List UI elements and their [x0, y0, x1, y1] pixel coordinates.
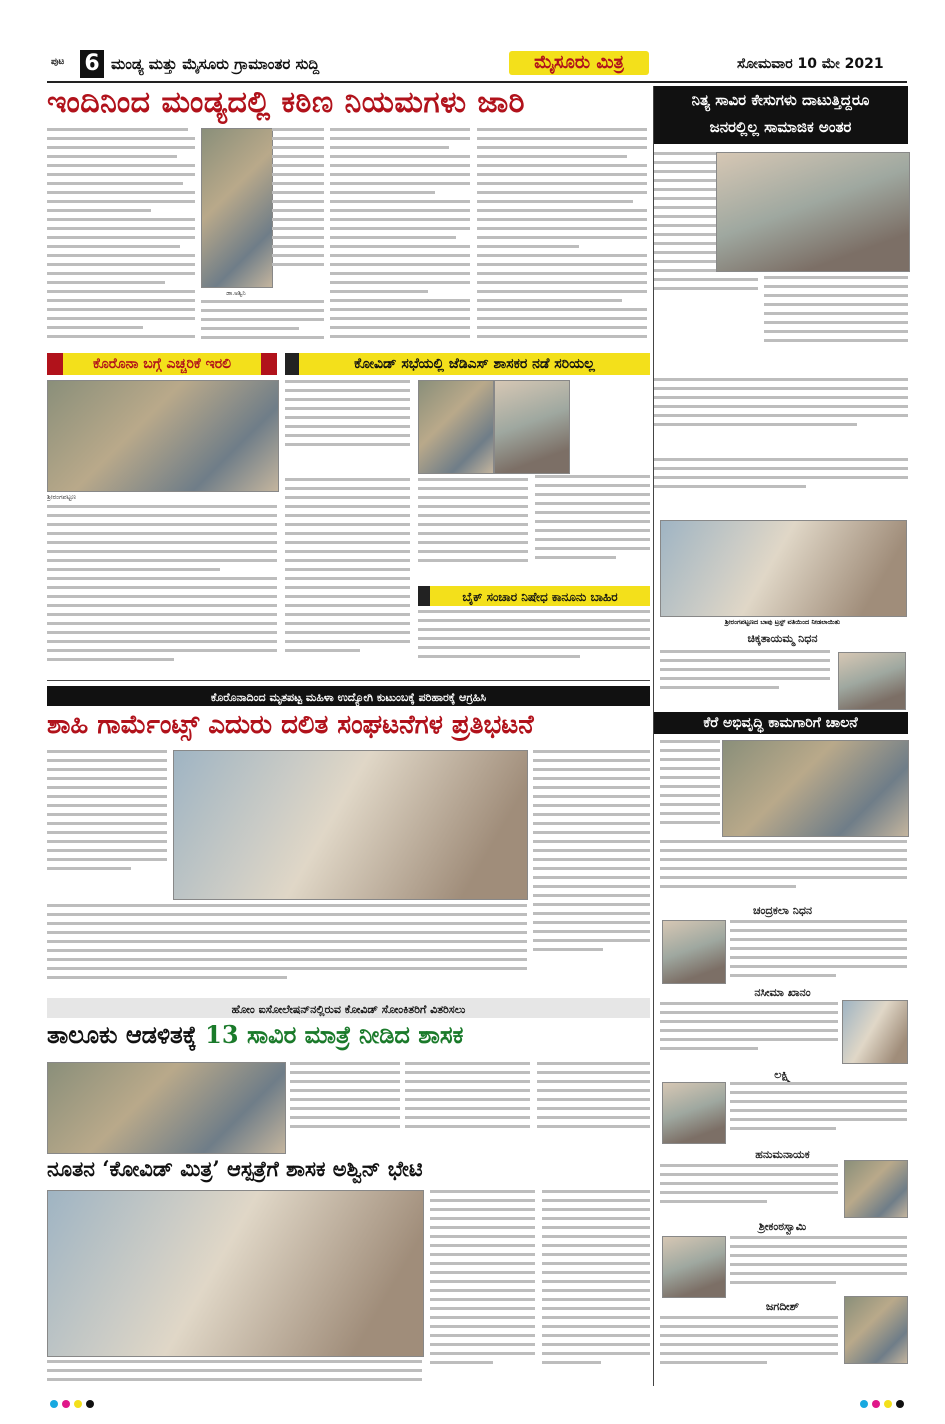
lakshmi-obituary-body [730, 1082, 907, 1142]
section-divider [47, 680, 650, 681]
covid-mitra-body-c [542, 1190, 650, 1390]
lead-body-col2b [201, 300, 324, 350]
right-top-body-b [764, 276, 908, 374]
lead-headline: ಇಂದಿನಿಂದ ಮಂಡ್ಯದಲ್ಲಿ ಕಠಿಣ ನಿಯಮಗಳು ಜಾರಿ [47, 85, 526, 120]
garment-body-b [533, 750, 650, 990]
jagadish-obituary-title: ಜಗದೀಶ್ [765, 1300, 800, 1313]
bike-ban-headline: ಬೈಕ್ ಸಂಚಾರ ನಿಷೇಧ ಕಾನೂನು ಬಾಹಿರ [462, 590, 618, 604]
chikkathayamma-portrait [838, 652, 906, 710]
srikantaswamy-obituary-body [730, 1236, 907, 1296]
srikantaswamy-portrait [662, 1236, 726, 1298]
registration-mark-black [86, 1400, 94, 1408]
covid-mitra-headline: ನೂತನ ‘ಕೋವಿಡ್ ಮಿತ್ರ’ ಆಸ್ಪತ್ರೆಗೆ ಶಾಸಕ ಅಶ್ವಿನ್ ಭೇಟಿ [47, 1156, 423, 1181]
lead-body-col2 [272, 128, 324, 288]
paper-name: ಮೈಸೂರು ಮಿತ್ರ [509, 51, 649, 75]
naseema-obituary-title: ನಸೀಮಾ ಖಾನಂ [754, 986, 811, 999]
registration-mark-black-2 [896, 1400, 904, 1408]
right-top-headline-line1: ನಿತ್ಯ ಸಾವಿರ ಕೇಸುಗಳು ದಾಟುತ್ತಿದ್ದರೂ [691, 91, 870, 109]
registration-mark-yellow-2 [884, 1400, 892, 1408]
naseema-portrait [842, 1000, 908, 1064]
lake-work-body-a [660, 740, 720, 850]
hanumanayaka-obituary-body [660, 1164, 838, 1212]
covid-meeting-headline: ಕೋವಿಡ್ ಸಭೆಯಲ್ಲಿ ಜೆಡಿಎಸ್ ಶಾಸಕರ ನಡೆ ಸರಿಯಲ್ಲ [354, 356, 595, 372]
kits-kicker-bar [47, 998, 650, 1018]
chikkathayamma-obituary-title: ಚಿಕ್ಕತಾಯಮ್ಮ ನಿಧನ [747, 632, 818, 645]
lakshmi-obituary-title: ಲಕ್ಷ್ಮಿ [774, 1068, 791, 1081]
chandrakala-portrait [662, 920, 726, 984]
lead-body-col3 [330, 128, 470, 350]
lake-work-headline-bar [653, 712, 908, 734]
issue-date: ಸೋಮವಾರ 10 ಮೇ 2021 [737, 56, 884, 72]
covid-mitra-body-b [430, 1190, 535, 1390]
covid-mitra-photo [47, 1190, 424, 1357]
meeting-hall-photo [47, 380, 279, 492]
kits-body-c [537, 1062, 650, 1152]
chandrakala-obituary-title: ಚಂದ್ರಕಲಾ ನಿಧನ [752, 904, 813, 917]
naseema-obituary-body [660, 1002, 838, 1062]
chikkathayamma-obituary-body [660, 650, 830, 705]
right-top-headline-line2: ಜನರಲ್ಲಿಲ್ಲ ಸಾಮಾಜಿಕ ಅಂತರ [709, 118, 852, 136]
garment-body-a [47, 750, 167, 900]
garment-body-c [47, 904, 527, 994]
covid-meeting-body-d [535, 380, 650, 585]
kits-handover-photo [47, 1062, 286, 1154]
registration-mark-magenta-2 [872, 1400, 880, 1408]
lead-photo-caption: ಡಾ.ಅಶ್ವಿನಿ [226, 290, 246, 297]
hanumanayaka-obituary-title: ಹನುಮನಾಯಕ [755, 1148, 810, 1161]
jagadish-obituary-body [660, 1316, 838, 1378]
chandrakala-obituary-body [730, 920, 907, 985]
relief-photo-caption: ಶ್ರೀರಂಗಪಟ್ಟಣದ ಬಾಪು ಟ್ರಸ್ಟ್ ವತಿಯಿಂದ ನೀಡಲಾಯಿತು [724, 618, 841, 626]
registration-mark-yellow [74, 1400, 82, 1408]
covid-meeting-body-a [285, 380, 410, 475]
lakshmi-portrait [662, 1082, 726, 1144]
warning-photo-caption: ಶ್ರೀರಂಗಪಟ್ಟಣ [47, 493, 77, 501]
garment-headline: ಶಾಹಿ ಗಾರ್ಮೆಂಟ್ಸ್ ಎದುರು ದಲಿತ ಸಂಘಟನೆಗಳ ಪ್ರತಿಭಟನೆ [47, 710, 534, 740]
corona-warning-body [47, 505, 277, 675]
masthead [47, 49, 907, 83]
corona-warning-headline: ಕೊರೊನಾ ಬಗ್ಗೆ ಎಚ್ಚರಿಕೆ ಇರಲಿ [92, 356, 232, 372]
hanumanayaka-portrait [844, 1160, 908, 1218]
bike-ban-banner [418, 586, 650, 606]
lake-work-body-b [660, 840, 907, 900]
srikantaswamy-obituary-title: ಶ್ರೀಕಂಠಸ್ವಾಮಿ [758, 1220, 807, 1233]
kits-headline-part1: ತಾಲೂಕು ಆಡಳಿತಕ್ಕೆ [47, 1020, 197, 1049]
garment-kicker: ಕೊರೊನಾದಿಂದ ಮೃತಪಟ್ಟ ಮಹಿಳಾ ಉದ್ಯೋಗಿ ಕುಟುಂಬಕ್ಕೆ ಪರಿಹಾರಕ್ಕೆ ಆಗ್ರಹಿಸಿ [210, 691, 487, 704]
lead-body-col1 [47, 128, 195, 350]
page-label: ಪುಟ [51, 57, 65, 67]
covid-meeting-banner [285, 353, 650, 375]
covid-meeting-body-b [285, 478, 410, 673]
lake-work-headline: ಕೆರೆ ಅಭಿವೃದ್ಧಿ ಕಾಮಗಾರಿಗೆ ಚಾಲನೆ [703, 715, 858, 731]
kits-headline-part2: ಸಾವಿರ ಮಾತ್ರೆ ನೀಡಿದ ಶಾಸಕ [246, 1020, 464, 1049]
kits-headline-number: 13 [205, 1020, 239, 1049]
covid-meeting-body-c [418, 478, 528, 583]
mla-photo-left [418, 380, 494, 474]
bike-ban-body [418, 610, 650, 675]
lead-photo [201, 128, 273, 288]
kits-body-a [290, 1062, 400, 1152]
page-number: 6 [84, 51, 100, 76]
kits-body-b [405, 1062, 530, 1152]
right-top-headline-box [653, 86, 908, 144]
lake-work-photo [722, 740, 909, 837]
kits-kicker: ಹೋಂ ಐಸೋಲೇಷನ್‌ನಲ್ಲಿರುವ ಕೋವಿಡ್ ಸೋಂಕಿತರಿಗೆ ವಿತರಿಸಲು [231, 1003, 466, 1016]
registration-mark-cyan [50, 1400, 58, 1408]
corona-warning-banner [47, 353, 277, 375]
right-column-rule [653, 86, 654, 1386]
registration-mark-cyan-2 [860, 1400, 868, 1408]
registration-mark-magenta [62, 1400, 70, 1408]
covid-mitra-body-a [47, 1360, 422, 1390]
lead-body-col4 [477, 128, 647, 350]
relief-distribution-photo [660, 520, 907, 617]
kits-headline [47, 1020, 650, 1049]
garment-kicker-bar [47, 686, 650, 706]
section-name: ಮಂಡ್ಯ ಮತ್ತು ಮೈಸೂರು ಗ್ರಾಮಾಂತರ ಸುದ್ದಿ [111, 55, 320, 73]
market-crowd-photo [716, 152, 910, 272]
jagadish-portrait [844, 1296, 908, 1364]
right-top-body-c [653, 378, 908, 458]
page-number-badge [80, 50, 104, 78]
right-top-body-d [653, 458, 908, 513]
garment-protest-photo [173, 750, 528, 900]
